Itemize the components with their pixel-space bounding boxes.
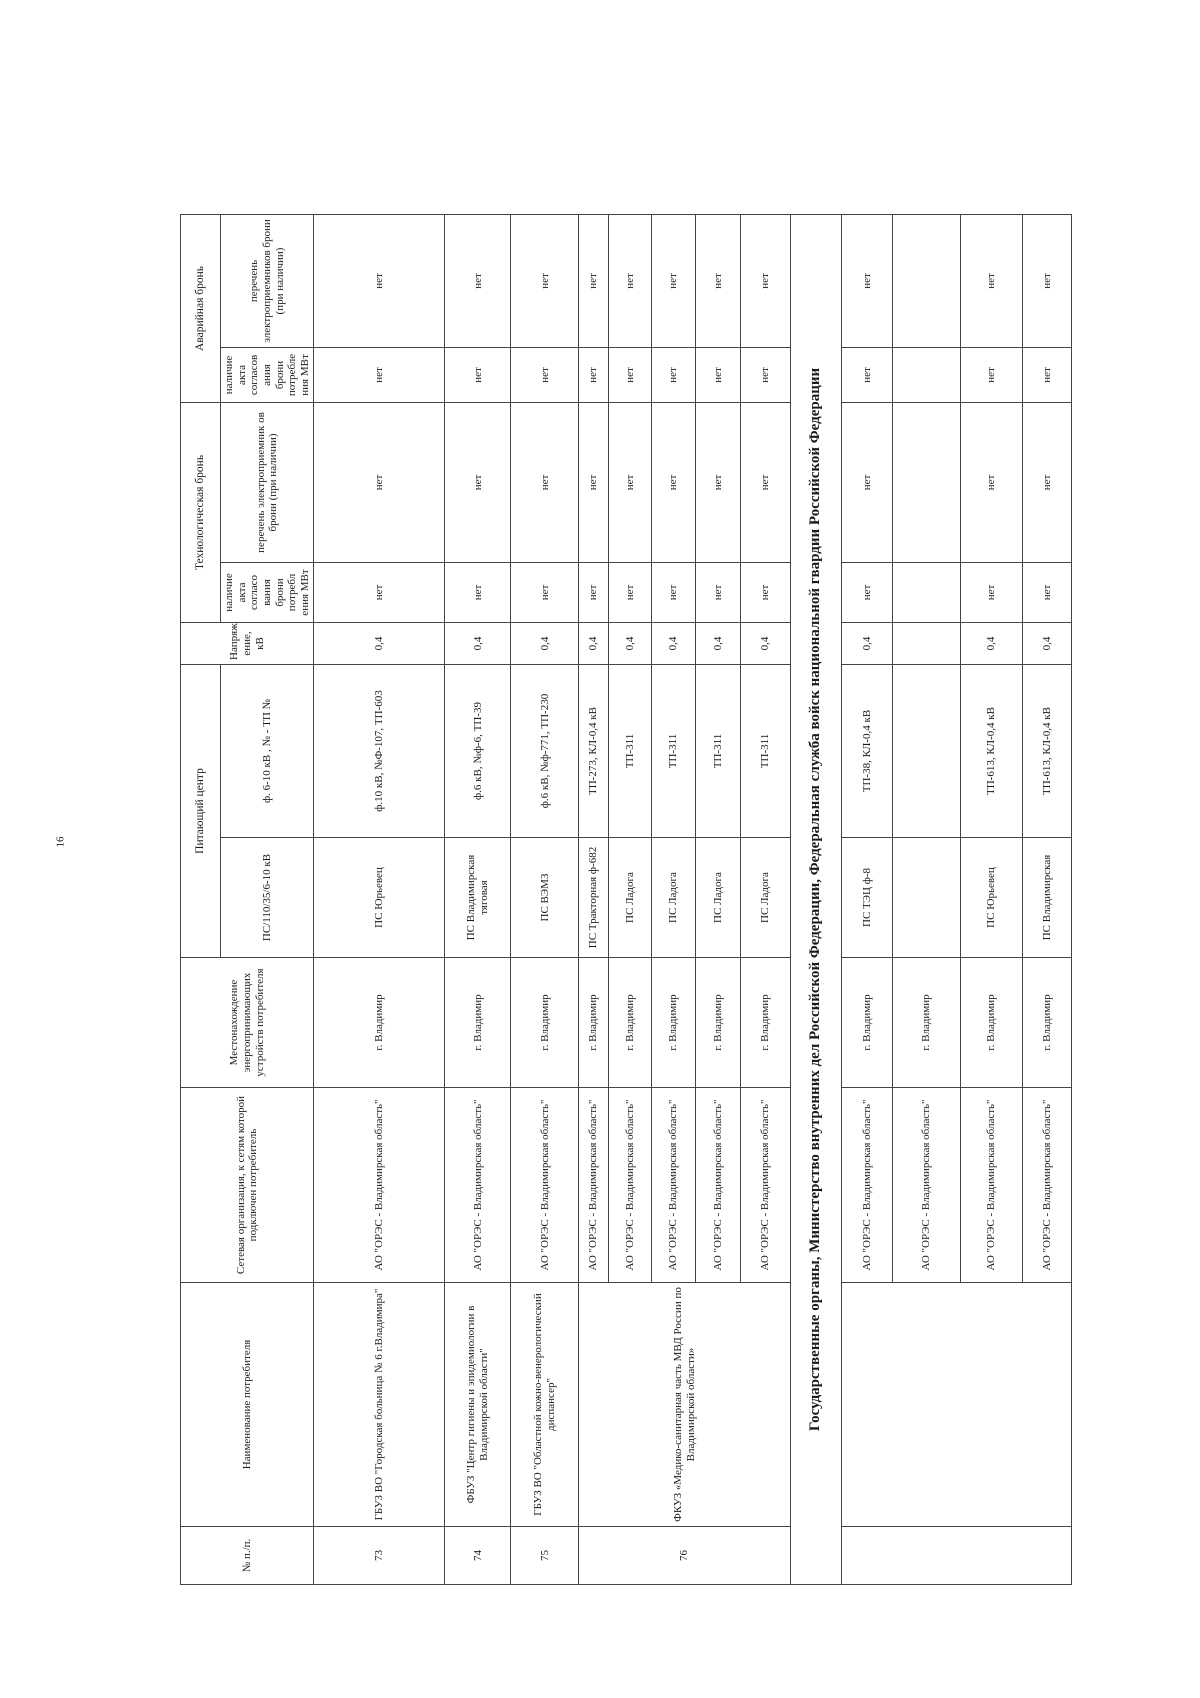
cell-location: г. Владимир <box>314 958 445 1088</box>
cell-emerg-list: нет <box>741 214 791 347</box>
cell-feeder: ф.10 кВ, №Ф-107, ТП-603 <box>314 664 445 837</box>
header-tech-reserve: Технологическая бронь <box>181 402 221 622</box>
cell-tech-list: нет <box>579 402 609 562</box>
cell-tech-act: нет <box>1022 562 1071 622</box>
cell-tech-list <box>893 402 961 562</box>
cell-feeder: ТП-311 <box>609 664 652 837</box>
cell-num: 73 <box>314 1527 445 1585</box>
cell-emerg-act: нет <box>579 347 609 402</box>
cell-feeder: ТП-273, КЛ-0,4 кВ <box>579 664 609 837</box>
cell-emerg-act: нет <box>741 347 791 402</box>
cell-emerg-list: нет <box>651 214 696 347</box>
cell-voltage: 0,4 <box>696 622 741 664</box>
cell-num <box>842 1527 1072 1585</box>
cell-tech-act: нет <box>579 562 609 622</box>
cell-emerg-list: нет <box>1022 214 1071 347</box>
cell-voltage: 0,4 <box>741 622 791 664</box>
cell-emerg-list <box>893 214 961 347</box>
header-num: № п./п. <box>181 1527 314 1585</box>
cell-network: АО "ОРЭС - Владимирская область" <box>893 1088 961 1283</box>
header-emerg-reserve: Аварийная бронь <box>181 214 221 402</box>
cell-feeder: ТП-613, КЛ-0,4 кВ <box>1022 664 1071 837</box>
cell-ps: ПС Ладога <box>696 838 741 958</box>
cell-emerg-act: нет <box>842 347 893 402</box>
cell-tech-list: нет <box>741 402 791 562</box>
cell-emerg-act: нет <box>314 347 445 402</box>
cell-emerg-list: нет <box>842 214 893 347</box>
cell-feeder <box>893 664 961 837</box>
cell-feeder: ф.6 кВ, №ф-771, ТП-230 <box>511 664 579 837</box>
cell-feeder: ТП-38, КЛ-0,4 кВ <box>842 664 893 837</box>
cell-network: АО "ОРЭС - Владимирская область" <box>741 1088 791 1283</box>
table-row <box>445 214 511 1584</box>
cell-location: г. Владимир <box>1022 958 1071 1088</box>
cell-ps: ПС ТЭЦ ф-8 <box>842 838 893 958</box>
cell-name: ГБУЗ ВО "Областной кожно-венерологический диспансер" <box>511 1283 579 1527</box>
cell-location: г. Владимир <box>961 958 1023 1088</box>
cell-tech-act: нет <box>842 562 893 622</box>
cell-emerg-list: нет <box>445 214 511 347</box>
cell-network: АО "ОРЭС - Владимирская область" <box>842 1088 893 1283</box>
cell-voltage: 0,4 <box>609 622 652 664</box>
cell-voltage: 0,4 <box>842 622 893 664</box>
cell-network: АО "ОРЭС - Владимирская область" <box>696 1088 741 1283</box>
cell-location: г. Владимир <box>651 958 696 1088</box>
cell-emerg-list: нет <box>511 214 579 347</box>
cell-name: ФКУЗ «Медико-санитарная часть МВД России по Владимирской области» <box>579 1283 791 1527</box>
cell-tech-act: нет <box>741 562 791 622</box>
cell-location: г. Владимир <box>696 958 741 1088</box>
cell-tech-act: нет <box>511 562 579 622</box>
cell-network: АО "ОРЭС - Владимирская область" <box>511 1088 579 1283</box>
cell-num: 76 <box>579 1527 791 1585</box>
cell-tech-act: нет <box>696 562 741 622</box>
cell-ps <box>893 838 961 958</box>
rotated-table-container <box>180 215 1072 1585</box>
cell-tech-list: нет <box>609 402 652 562</box>
cell-tech-list: нет <box>961 402 1023 562</box>
cell-tech-act: нет <box>651 562 696 622</box>
cell-voltage: 0,4 <box>651 622 696 664</box>
cell-voltage: 0,4 <box>511 622 579 664</box>
header-emerg-list: перечень электроприемников брони (при наличии) <box>221 214 314 347</box>
cell-emerg-list: нет <box>609 214 652 347</box>
cell-voltage: 0,4 <box>961 622 1023 664</box>
cell-emerg-act: нет <box>445 347 511 402</box>
cell-network: АО "ОРЭС - Владимирская область" <box>651 1088 696 1283</box>
cell-name: ФБУЗ "Центр гигиены и эпидемиологии в Владимирской области" <box>445 1283 511 1527</box>
cell-tech-list: нет <box>696 402 741 562</box>
cell-tech-list: нет <box>511 402 579 562</box>
cell-emerg-list: нет <box>314 214 445 347</box>
cell-name <box>842 1283 1072 1527</box>
cell-network: АО "ОРЭС - Владимирская область" <box>579 1088 609 1283</box>
cell-emerg-list: нет <box>961 214 1023 347</box>
reserve-table <box>180 214 1072 1585</box>
cell-tech-act: нет <box>445 562 511 622</box>
cell-network: АО "ОРЭС - Владимирская область" <box>961 1088 1023 1283</box>
cell-ps: ПС Юрьевец <box>961 838 1023 958</box>
cell-location: г. Владимир <box>842 958 893 1088</box>
table-row <box>579 214 609 1584</box>
header-ps: ПС/110/35/6-10 кВ <box>221 838 314 958</box>
cell-emerg-act: нет <box>1022 347 1071 402</box>
cell-emerg-list: нет <box>696 214 741 347</box>
cell-feeder: ТП-311 <box>741 664 791 837</box>
cell-emerg-act: нет <box>696 347 741 402</box>
cell-tech-act <box>893 562 961 622</box>
section-heading: Государственные органы, Министерство внутренних дел Российской Федерации, Федеральная служба войск национальной гвардии Российской Федерации <box>791 214 842 1584</box>
cell-ps: ПС Тракторная ф-682 <box>579 838 609 958</box>
cell-feeder: ТП-613, КЛ-0,4 кВ <box>961 664 1023 837</box>
cell-ps: ПС Владимирская <box>1022 838 1071 958</box>
table-row <box>842 214 893 1584</box>
cell-voltage: 0,4 <box>579 622 609 664</box>
cell-emerg-act: нет <box>961 347 1023 402</box>
cell-ps: ПС Владимирская тяговая <box>445 838 511 958</box>
cell-feeder: ТП-311 <box>651 664 696 837</box>
header-location: Местонахождение энергопринимающих устройств потребителя <box>181 958 314 1088</box>
cell-voltage: 0,4 <box>314 622 445 664</box>
cell-emerg-act: нет <box>651 347 696 402</box>
cell-voltage: 0,4 <box>445 622 511 664</box>
cell-location: г. Владимир <box>741 958 791 1088</box>
cell-location: г. Владимир <box>609 958 652 1088</box>
header-network: Сетевая организация, к сетям которой подключен потребитель <box>181 1088 314 1283</box>
page-number: 16 <box>54 836 67 848</box>
cell-feeder: ТП-311 <box>696 664 741 837</box>
cell-feeder: ф.6 кВ, №ф-6, ТП-39 <box>445 664 511 837</box>
header-tech-act: наличие акта согласо вания брони потребл ения МВт <box>221 562 314 622</box>
cell-tech-act: нет <box>314 562 445 622</box>
cell-voltage: 0,4 <box>1022 622 1071 664</box>
header-feeder: ф. 6-10 кВ , № - ТП № <box>221 664 314 837</box>
cell-ps: ПС Ладога <box>651 838 696 958</box>
cell-emerg-act: нет <box>511 347 579 402</box>
header-feed-center: Питающий центр <box>181 664 221 957</box>
cell-name: ГБУЗ ВО "Городская больница № 6 г.Владимира" <box>314 1283 445 1527</box>
cell-network: АО "ОРЭС - Владимирская область" <box>1022 1088 1071 1283</box>
cell-tech-act: нет <box>961 562 1023 622</box>
cell-ps: ПС Ладога <box>609 838 652 958</box>
cell-ps: ПС Юрьевец <box>314 838 445 958</box>
cell-tech-list: нет <box>842 402 893 562</box>
cell-location: г. Владимир <box>579 958 609 1088</box>
cell-tech-act: нет <box>609 562 652 622</box>
cell-ps: ПС Ладога <box>741 838 791 958</box>
cell-num: 74 <box>445 1527 511 1585</box>
cell-num: 75 <box>511 1527 579 1585</box>
cell-location: г. Владимир <box>511 958 579 1088</box>
cell-network: АО "ОРЭС - Владимирская область" <box>609 1088 652 1283</box>
section-row <box>791 214 842 1584</box>
header-name: Наименование потребителя <box>181 1283 314 1527</box>
cell-network: АО "ОРЭС - Владимирская область" <box>445 1088 511 1283</box>
cell-voltage <box>893 622 961 664</box>
cell-emerg-act: нет <box>609 347 652 402</box>
cell-tech-list: нет <box>651 402 696 562</box>
cell-location: г. Владимир <box>893 958 961 1088</box>
cell-ps: ПС ВЭМЗ <box>511 838 579 958</box>
cell-tech-list: нет <box>445 402 511 562</box>
cell-emerg-act <box>893 347 961 402</box>
table-row <box>511 214 579 1584</box>
cell-tech-list: нет <box>1022 402 1071 562</box>
cell-location: г. Владимир <box>445 958 511 1088</box>
cell-network: АО "ОРЭС - Владимирская область" <box>314 1088 445 1283</box>
table-row <box>314 214 445 1584</box>
header-emerg-act: наличие акта согласов ания брони потребле ния МВт <box>221 347 314 402</box>
header-tech-list: перечень электроприемник ов брони (при наличии) <box>221 402 314 562</box>
header-voltage: Напряж ение, кВ <box>181 622 314 664</box>
cell-tech-list: нет <box>314 402 445 562</box>
cell-emerg-list: нет <box>579 214 609 347</box>
